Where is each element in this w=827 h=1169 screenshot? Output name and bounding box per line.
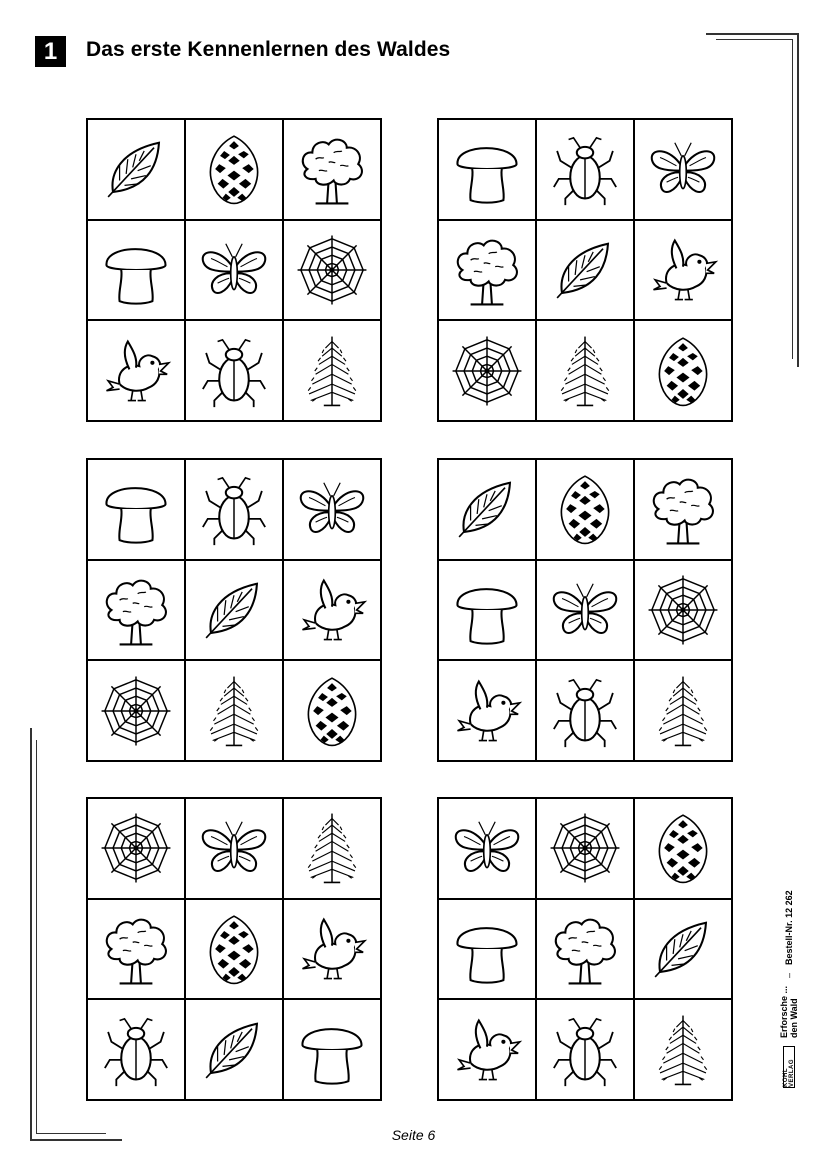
board-cell bbox=[284, 900, 380, 999]
butterfly-icon bbox=[642, 128, 724, 210]
fir-tree-icon bbox=[291, 330, 373, 412]
board-cell bbox=[439, 661, 535, 760]
butterfly-icon bbox=[291, 468, 373, 550]
side-info bbox=[772, 848, 806, 1088]
board-cell bbox=[537, 799, 633, 898]
fir-tree-icon bbox=[193, 670, 275, 752]
tree-icon bbox=[642, 468, 724, 550]
mushroom-icon bbox=[95, 229, 177, 311]
board-cell bbox=[439, 321, 535, 420]
series-title-line2: den Wald bbox=[789, 998, 799, 1038]
board-cell bbox=[186, 460, 282, 559]
frame-top-right-h1 bbox=[706, 33, 798, 35]
frame-top-right-v1 bbox=[797, 33, 799, 367]
bird-icon bbox=[291, 569, 373, 651]
series-title bbox=[779, 986, 799, 1038]
page-title: Das erste Kennenlernen des Waldes bbox=[86, 38, 451, 61]
fir-tree-icon bbox=[544, 330, 626, 412]
board-cell bbox=[537, 460, 633, 559]
fir-tree-icon bbox=[642, 1009, 724, 1091]
leaf-icon bbox=[193, 569, 275, 651]
leaf-icon bbox=[446, 468, 528, 550]
beetle-icon bbox=[193, 330, 275, 412]
page-number: Seite 6 bbox=[391, 1127, 436, 1143]
board-cell bbox=[635, 120, 731, 219]
board-cell bbox=[284, 661, 380, 760]
pinecone-icon bbox=[642, 330, 724, 412]
board-cell bbox=[537, 661, 633, 760]
board-cell bbox=[186, 120, 282, 219]
board-cell bbox=[537, 561, 633, 660]
separator: – bbox=[784, 972, 794, 978]
board-cell bbox=[186, 900, 282, 999]
spiderweb-icon bbox=[291, 229, 373, 311]
tree-icon bbox=[291, 128, 373, 210]
board-cell bbox=[88, 120, 184, 219]
frame-bottom-left-v2 bbox=[36, 740, 37, 1134]
board-cell bbox=[537, 321, 633, 420]
board-cell bbox=[284, 221, 380, 320]
tree-icon bbox=[95, 569, 177, 651]
mushroom-icon bbox=[291, 1009, 373, 1091]
board-cell bbox=[439, 120, 535, 219]
spiderweb-icon bbox=[544, 807, 626, 889]
tree-icon bbox=[544, 908, 626, 990]
tree-icon bbox=[446, 229, 528, 311]
board-cell bbox=[635, 900, 731, 999]
mushroom-icon bbox=[95, 468, 177, 550]
board-cell bbox=[439, 799, 535, 898]
pinecone-icon bbox=[642, 807, 724, 889]
board-cell bbox=[284, 799, 380, 898]
pinecone-icon bbox=[544, 468, 626, 550]
board-cell bbox=[186, 1000, 282, 1099]
mushroom-icon bbox=[446, 128, 528, 210]
board-cell bbox=[284, 321, 380, 420]
spiderweb-icon bbox=[642, 569, 724, 651]
bird-icon bbox=[446, 670, 528, 752]
board-cell bbox=[635, 799, 731, 898]
butterfly-icon bbox=[446, 807, 528, 889]
butterfly-icon bbox=[544, 569, 626, 651]
fir-tree-icon bbox=[291, 807, 373, 889]
board-cell bbox=[186, 221, 282, 320]
tree-icon bbox=[95, 908, 177, 990]
leaf-icon bbox=[544, 229, 626, 311]
pinecone-icon bbox=[193, 908, 275, 990]
bingo-board-4 bbox=[437, 458, 733, 762]
bingo-board-1 bbox=[86, 118, 382, 422]
board-cell bbox=[186, 661, 282, 760]
beetle-icon bbox=[193, 468, 275, 550]
board-cell bbox=[635, 221, 731, 320]
bingo-board-3 bbox=[86, 458, 382, 762]
bird-icon bbox=[291, 908, 373, 990]
beetle-icon bbox=[95, 1009, 177, 1091]
bird-icon bbox=[642, 229, 724, 311]
board-cell bbox=[186, 321, 282, 420]
board-cell bbox=[635, 460, 731, 559]
beetle-icon bbox=[544, 670, 626, 752]
board-cell bbox=[88, 221, 184, 320]
butterfly-icon bbox=[193, 807, 275, 889]
frame-bottom-left-v1 bbox=[30, 728, 32, 1140]
board-cell bbox=[186, 561, 282, 660]
board-cell bbox=[537, 900, 633, 999]
board-cell bbox=[88, 799, 184, 898]
board-cell bbox=[635, 561, 731, 660]
spiderweb-icon bbox=[95, 807, 177, 889]
board-cell bbox=[284, 561, 380, 660]
beetle-icon bbox=[544, 1009, 626, 1091]
fir-tree-icon bbox=[642, 670, 724, 752]
board-cell bbox=[439, 460, 535, 559]
bird-icon bbox=[95, 330, 177, 412]
board-cell bbox=[635, 661, 731, 760]
spiderweb-icon bbox=[95, 670, 177, 752]
pinecone-icon bbox=[291, 670, 373, 752]
pinecone-icon bbox=[193, 128, 275, 210]
chapter-badge: 1 bbox=[35, 36, 66, 67]
board-cell bbox=[439, 561, 535, 660]
mushroom-icon bbox=[446, 569, 528, 651]
butterfly-icon bbox=[193, 229, 275, 311]
board-cell bbox=[88, 900, 184, 999]
board-cell bbox=[284, 1000, 380, 1099]
board-cell bbox=[284, 120, 380, 219]
board-cell bbox=[439, 900, 535, 999]
leaf-icon bbox=[642, 908, 724, 990]
leaf-icon bbox=[193, 1009, 275, 1091]
bingo-board-2 bbox=[437, 118, 733, 422]
board-cell bbox=[439, 221, 535, 320]
board-cell bbox=[88, 1000, 184, 1099]
board-cell bbox=[284, 460, 380, 559]
beetle-icon bbox=[544, 128, 626, 210]
publisher-logo: KOHL VERLAG bbox=[783, 1046, 795, 1088]
bingo-board-6 bbox=[437, 797, 733, 1101]
board-cell bbox=[88, 561, 184, 660]
board-cell bbox=[537, 120, 633, 219]
mushroom-icon bbox=[446, 908, 528, 990]
board-cell bbox=[88, 460, 184, 559]
board-cell bbox=[88, 661, 184, 760]
board-cell bbox=[88, 321, 184, 420]
frame-top-right-v2 bbox=[792, 39, 793, 359]
board-cell bbox=[635, 1000, 731, 1099]
frame-top-right-h2 bbox=[716, 39, 792, 40]
board-cell bbox=[439, 1000, 535, 1099]
board-cell bbox=[635, 321, 731, 420]
bingo-board-5 bbox=[86, 797, 382, 1101]
board-cell bbox=[537, 1000, 633, 1099]
bird-icon bbox=[446, 1009, 528, 1091]
spiderweb-icon bbox=[446, 330, 528, 412]
board-cell bbox=[537, 221, 633, 320]
leaf-icon bbox=[95, 128, 177, 210]
series-title-line1: Erforsche ... bbox=[779, 985, 789, 1038]
board-cell bbox=[186, 799, 282, 898]
order-number: Bestell-Nr. 12 262 bbox=[784, 890, 794, 965]
